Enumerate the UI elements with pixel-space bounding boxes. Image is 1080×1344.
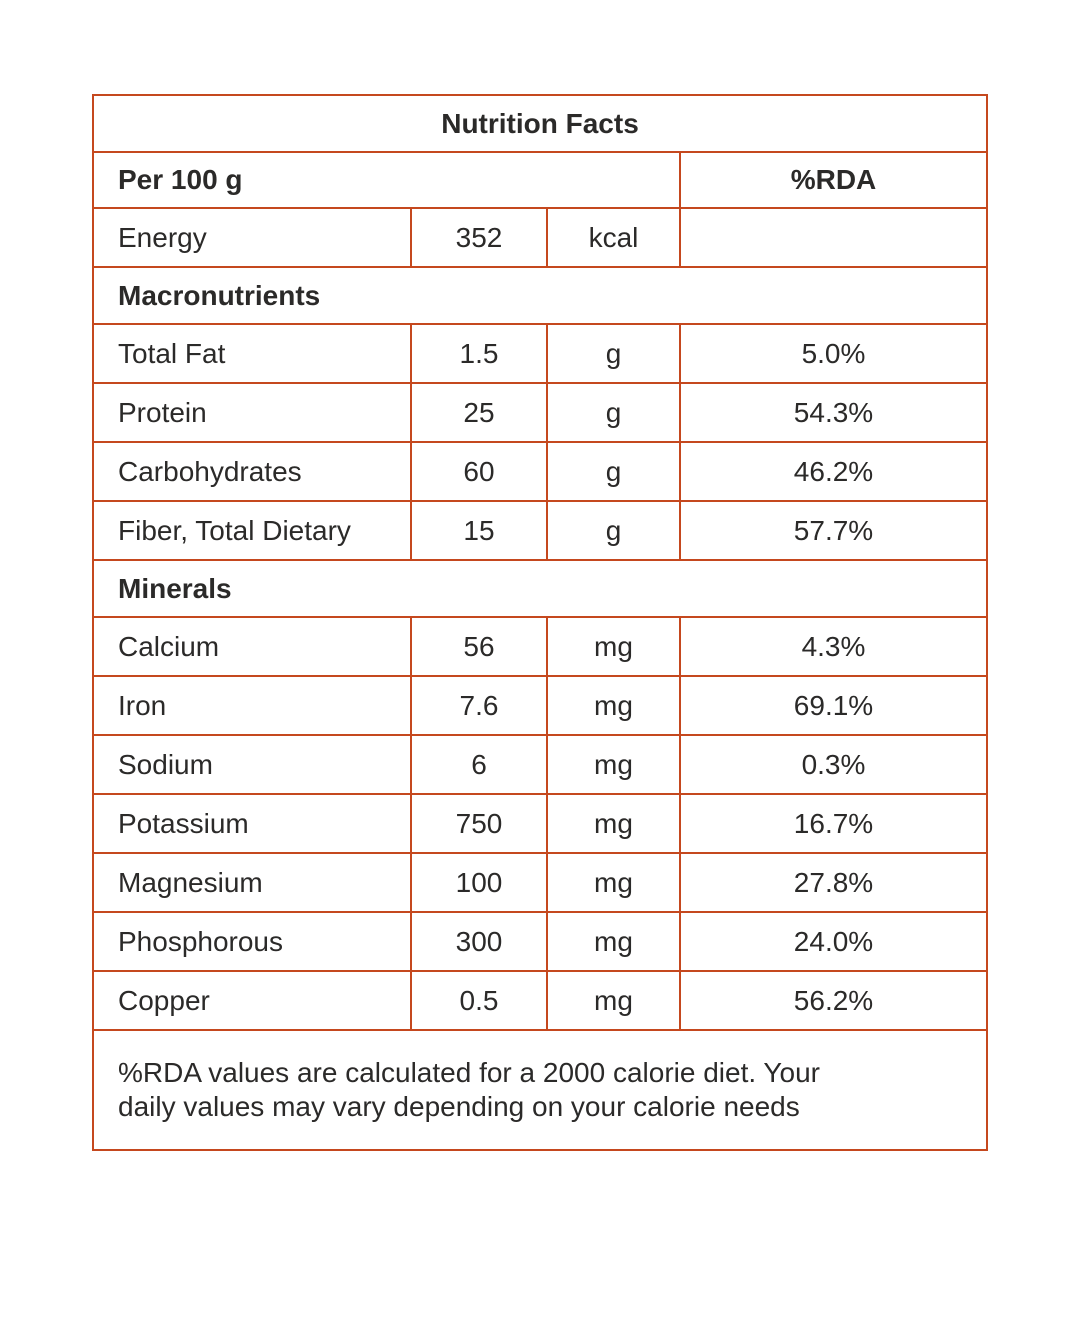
nutrient-rda: 16.7% [680,794,987,853]
nutrient-unit: mg [547,853,680,912]
title-row [93,95,987,152]
nutrient-unit: mg [547,794,680,853]
nutrient-label: Phosphorous [93,912,411,971]
nutrient-label: Total Fat [93,324,411,383]
table-title: Nutrition Facts [93,95,987,152]
row-copper [93,971,987,1030]
nutrient-value: 750 [411,794,547,853]
row-magnesium [93,853,987,912]
nutrient-label: Magnesium [93,853,411,912]
nutrient-label: Iron [93,676,411,735]
nutrient-rda: 24.0% [680,912,987,971]
nutrient-unit: g [547,383,680,442]
row-sodium [93,735,987,794]
nutrient-unit: g [547,442,680,501]
nutrient-value: 25 [411,383,547,442]
nutrient-unit: mg [547,617,680,676]
section-row-macronutrients [93,267,987,324]
nutrient-unit: kcal [547,208,680,267]
nutrient-value: 15 [411,501,547,560]
nutrient-label: Protein [93,383,411,442]
rda-disclaimer [93,1030,987,1150]
nutrient-rda: 57.7% [680,501,987,560]
row-phosphorous [93,912,987,971]
nutrient-label: Calcium [93,617,411,676]
nutrient-value: 100 [411,853,547,912]
section-header-minerals: Minerals [93,560,987,617]
row-carbohydrates [93,442,987,501]
serving-size-header: Per 100 g [93,152,680,208]
row-protein [93,383,987,442]
nutrient-value: 7.6 [411,676,547,735]
nutrient-value: 56 [411,617,547,676]
row-energy [93,208,987,267]
nutrient-unit: mg [547,971,680,1030]
row-total-fat [93,324,987,383]
nutrient-unit: mg [547,735,680,794]
nutrient-rda: 0.3% [680,735,987,794]
nutrient-unit: g [547,324,680,383]
row-iron [93,676,987,735]
row-calcium [93,617,987,676]
nutrient-unit: mg [547,912,680,971]
nutrient-rda: 27.8% [680,853,987,912]
nutrient-label: Fiber, Total Dietary [93,501,411,560]
nutrient-label: Carbohydrates [93,442,411,501]
nutrient-value: 1.5 [411,324,547,383]
nutrition-facts-table [92,94,988,1151]
nutrient-label: Sodium [93,735,411,794]
nutrient-value: 6 [411,735,547,794]
nutrient-rda: 54.3% [680,383,987,442]
nutrient-value: 300 [411,912,547,971]
row-potassium [93,794,987,853]
nutrient-label: Energy [93,208,411,267]
nutrient-value: 60 [411,442,547,501]
nutrient-unit: mg [547,676,680,735]
header-row [93,152,987,208]
nutrient-label: Potassium [93,794,411,853]
nutrient-rda: 69.1% [680,676,987,735]
rda-disclaimer-line2: daily values may vary depending on your calorie needs [118,1091,800,1122]
nutrient-rda [680,208,987,267]
rda-disclaimer-line1: %RDA values are calculated for a 2000 calorie diet. Your [118,1056,820,1088]
footer-row [93,1030,987,1150]
rda-column-header: %RDA [680,152,987,208]
nutrient-value: 352 [411,208,547,267]
nutrient-label: Copper [93,971,411,1030]
section-row-minerals [93,560,987,617]
nutrient-rda: 5.0% [680,324,987,383]
section-header-macronutrients: Macronutrients [93,267,987,324]
nutrient-value: 0.5 [411,971,547,1030]
nutrient-unit: g [547,501,680,560]
nutrient-rda: 46.2% [680,442,987,501]
row-fiber [93,501,987,560]
nutrient-rda: 56.2% [680,971,987,1030]
nutrient-rda: 4.3% [680,617,987,676]
